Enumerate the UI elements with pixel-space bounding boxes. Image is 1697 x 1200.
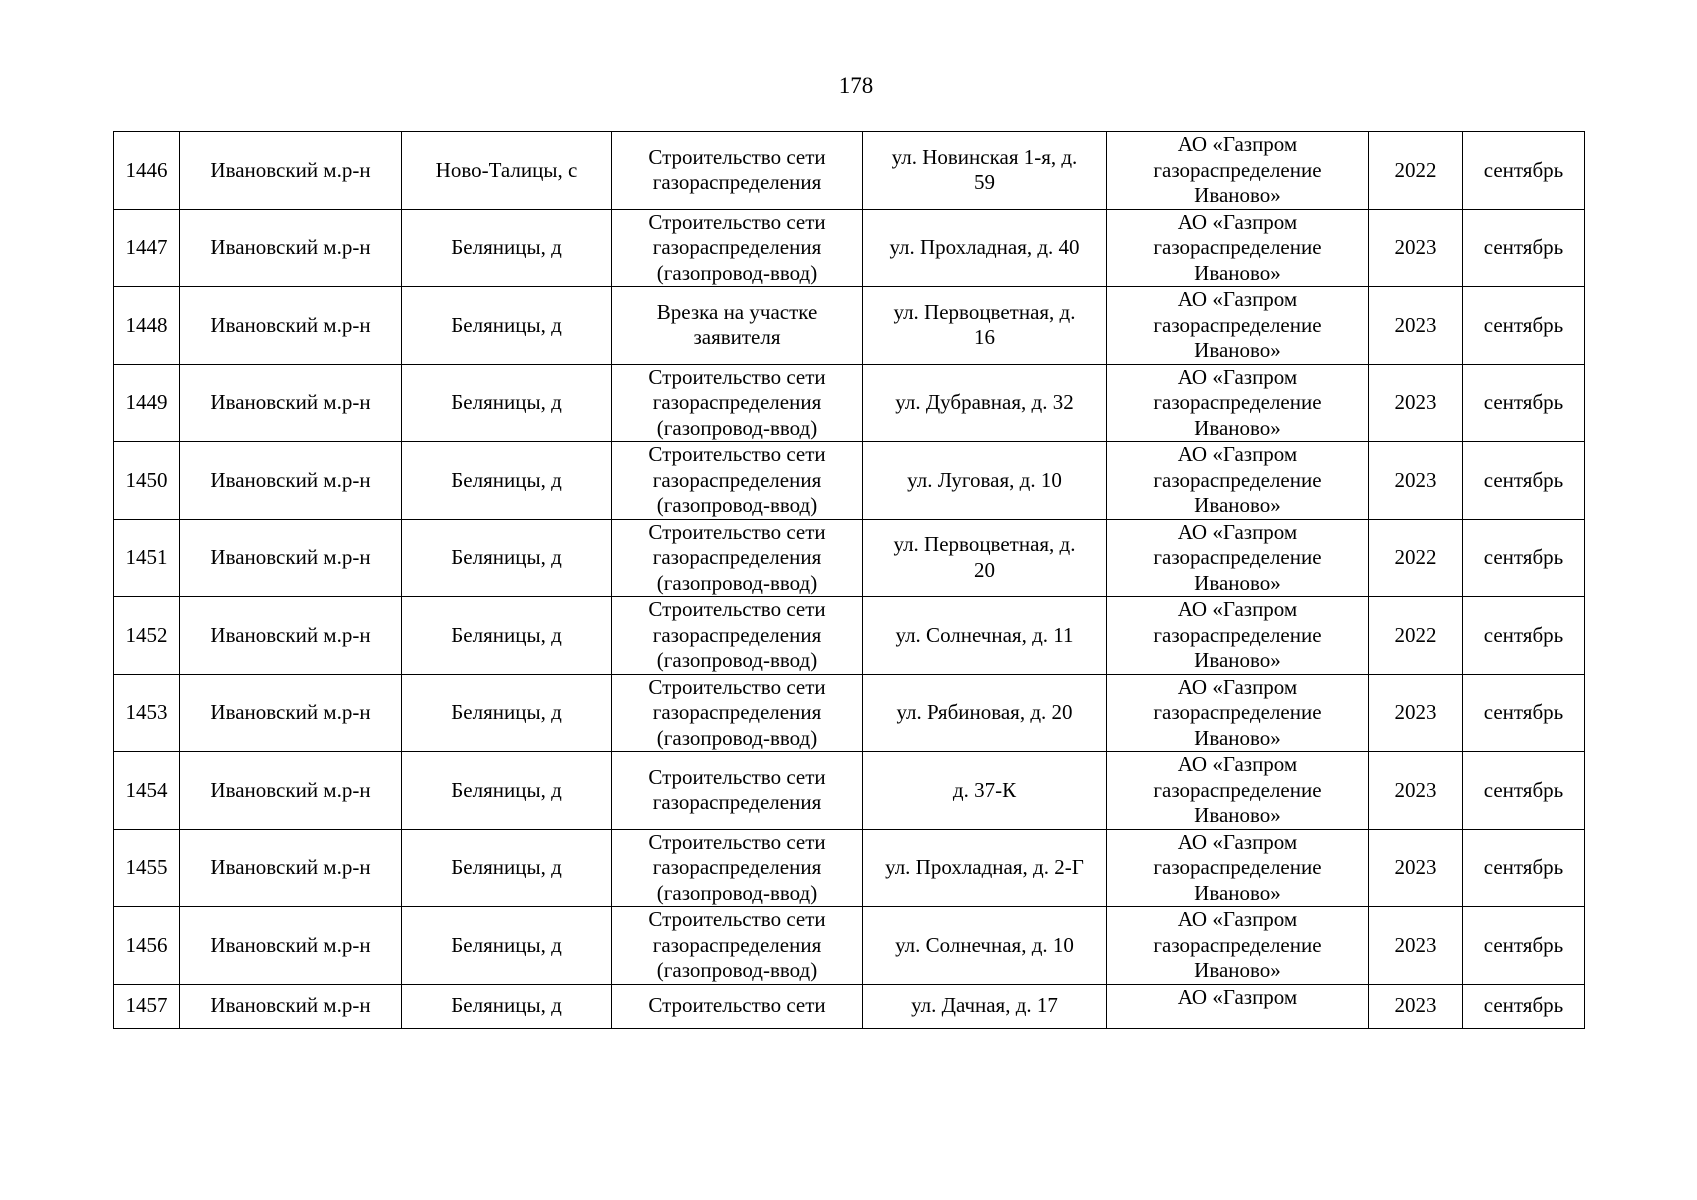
locality-cell: Беляницы, д xyxy=(402,829,612,907)
district-cell: Ивановский м.р-н xyxy=(180,907,402,985)
row-number-cell: 1449 xyxy=(114,364,180,442)
organization-line: Иваново» xyxy=(1194,493,1281,517)
work-type-line: (газопровод-ввод) xyxy=(656,493,818,517)
address-line: ул. Солнечная, д. 10 xyxy=(895,932,1074,957)
organization-line: АО «Газпром xyxy=(1177,132,1298,156)
organization-cell xyxy=(1107,597,1369,675)
work-type-line: газораспределения xyxy=(652,855,822,879)
organization-cell xyxy=(1107,519,1369,597)
work-type-line: Строительство сети xyxy=(648,907,826,931)
row-number-cell: 1452 xyxy=(114,597,180,675)
year-cell: 2023 xyxy=(1369,442,1463,520)
organization-line: Иваново» xyxy=(1194,260,1281,285)
organization-line: газораспределение xyxy=(1153,235,1322,259)
row-number-cell: 1457 xyxy=(114,984,180,1028)
organization-cell xyxy=(1107,674,1369,752)
year-cell: 2023 xyxy=(1369,364,1463,442)
district-cell: Ивановский м.р-н xyxy=(180,674,402,752)
organization-line: АО «Газпром xyxy=(1177,984,1298,1009)
organization-line: АО «Газпром xyxy=(1177,752,1298,776)
organization-line: газораспределение xyxy=(1153,157,1322,182)
work-type-line: (газопровод-ввод) xyxy=(656,260,818,285)
address-cell xyxy=(863,752,1107,830)
work-type-line: газораспределения xyxy=(652,390,822,414)
organization-line: газораспределение xyxy=(1153,390,1322,414)
organization-line: Иваново» xyxy=(1194,415,1281,440)
work-type-line: газораспределения xyxy=(652,622,822,647)
address-line: ул. Новинская 1-я, д. xyxy=(891,144,1078,169)
organization-line: АО «Газпром xyxy=(1177,209,1298,234)
locality-cell: Беляницы, д xyxy=(402,674,612,752)
year-cell: 2022 xyxy=(1369,132,1463,210)
address-line: ул. Первоцветная, д. xyxy=(893,299,1076,324)
district-cell: Ивановский м.р-н xyxy=(180,519,402,597)
district-cell: Ивановский м.р-н xyxy=(180,829,402,907)
address-cell xyxy=(863,287,1107,365)
month-cell: сентябрь xyxy=(1463,752,1585,830)
organization-line: Иваново» xyxy=(1194,338,1281,362)
year-cell: 2023 xyxy=(1369,907,1463,985)
row-number-cell: 1448 xyxy=(114,287,180,365)
organization-line: АО «Газпром xyxy=(1177,597,1298,621)
district-cell: Ивановский м.р-н xyxy=(180,597,402,675)
work-type-line: Строительство сети xyxy=(648,442,826,466)
table-row xyxy=(114,829,1585,907)
work-type-line: газораспределения xyxy=(652,235,822,259)
month-cell: сентябрь xyxy=(1463,907,1585,985)
work-type-line: (газопровод-ввод) xyxy=(656,648,818,672)
work-type-line: газораспределения xyxy=(652,790,822,815)
organization-cell xyxy=(1107,907,1369,985)
locality-cell: Беляницы, д xyxy=(402,364,612,442)
organization-cell xyxy=(1107,984,1369,1028)
address-cell xyxy=(863,984,1107,1028)
address-cell xyxy=(863,364,1107,442)
month-cell: сентябрь xyxy=(1463,209,1585,287)
work-type-line: газораспределения xyxy=(652,467,822,492)
work-type-cell xyxy=(612,287,863,365)
address-line: 16 xyxy=(974,325,995,350)
district-cell: Ивановский м.р-н xyxy=(180,364,402,442)
work-type-line: (газопровод-ввод) xyxy=(656,415,818,440)
organization-line: АО «Газпром xyxy=(1177,907,1298,931)
year-cell: 2022 xyxy=(1369,519,1463,597)
table-row xyxy=(114,752,1585,830)
year-cell: 2023 xyxy=(1369,829,1463,907)
table-row xyxy=(114,364,1585,442)
organization-line: Иваново» xyxy=(1194,803,1281,827)
table-row xyxy=(114,287,1585,365)
locality-cell: Беляницы, д xyxy=(402,907,612,985)
work-type-line: заявителя xyxy=(693,325,781,350)
address-line: ул. Солнечная, д. 11 xyxy=(895,622,1074,647)
work-type-cell xyxy=(612,907,863,985)
organization-line: газораспределение xyxy=(1153,312,1322,337)
table-row xyxy=(114,519,1585,597)
work-type-cell xyxy=(612,984,863,1028)
organization-line: Иваново» xyxy=(1194,880,1281,905)
work-type-line: (газопровод-ввод) xyxy=(656,880,818,905)
work-type-line: Строительство сети xyxy=(648,144,826,169)
locality-cell: Беляницы, д xyxy=(402,519,612,597)
month-cell: сентябрь xyxy=(1463,597,1585,675)
organization-line: Иваново» xyxy=(1194,570,1281,595)
address-cell xyxy=(863,519,1107,597)
organization-line: газораспределение xyxy=(1153,932,1322,957)
address-line: ул. Первоцветная, д. xyxy=(893,532,1076,557)
address-line: 59 xyxy=(974,170,995,195)
work-type-cell xyxy=(612,132,863,210)
table-row xyxy=(114,132,1585,210)
row-number-cell: 1451 xyxy=(114,519,180,597)
year-cell: 2023 xyxy=(1369,209,1463,287)
table-row xyxy=(114,209,1585,287)
year-cell: 2023 xyxy=(1369,984,1463,1028)
organization-line: Иваново» xyxy=(1194,648,1281,672)
organization-line: газораспределение xyxy=(1153,855,1322,879)
organization-line: Иваново» xyxy=(1194,725,1281,750)
work-type-line: газораспределения xyxy=(652,932,822,957)
district-cell: Ивановский м.р-н xyxy=(180,287,402,365)
work-type-line: газораспределения xyxy=(652,170,822,195)
work-type-line: Врезка на участке xyxy=(656,299,818,324)
address-line: ул. Прохладная, д. 2-Г xyxy=(885,855,1084,879)
locality-cell: Беляницы, д xyxy=(402,442,612,520)
year-cell: 2023 xyxy=(1369,752,1463,830)
work-type-line: Строительство сети xyxy=(648,519,826,544)
organization-cell xyxy=(1107,364,1369,442)
address-cell xyxy=(863,442,1107,520)
organization-line: газораспределение xyxy=(1153,545,1322,569)
work-type-line: Строительство сети xyxy=(648,829,826,854)
year-cell: 2023 xyxy=(1369,287,1463,365)
work-type-line: Строительство сети xyxy=(648,364,826,389)
work-type-line: (газопровод-ввод) xyxy=(656,570,818,595)
locality-cell: Ново-Талицы, с xyxy=(402,132,612,210)
organization-line: АО «Газпром xyxy=(1177,364,1298,389)
table-row xyxy=(114,597,1585,675)
month-cell: сентябрь xyxy=(1463,674,1585,752)
organization-line: газораспределение xyxy=(1153,700,1322,724)
work-type-line: Строительство сети xyxy=(648,209,826,234)
organization-cell xyxy=(1107,132,1369,210)
organization-cell xyxy=(1107,209,1369,287)
page-number: 178 xyxy=(838,73,874,98)
address-cell xyxy=(863,829,1107,907)
row-number-cell: 1453 xyxy=(114,674,180,752)
address-line: ул. Луговая, д. 10 xyxy=(907,467,1062,492)
locality-cell: Беляницы, д xyxy=(402,209,612,287)
work-type-cell xyxy=(612,674,863,752)
address-line: ул. Рябиновая, д. 20 xyxy=(896,700,1073,724)
organization-cell xyxy=(1107,829,1369,907)
address-cell xyxy=(863,132,1107,210)
work-type-cell xyxy=(612,829,863,907)
organization-line: газораспределение xyxy=(1153,467,1322,492)
work-type-cell xyxy=(612,364,863,442)
address-line: 20 xyxy=(974,557,995,582)
district-cell: Ивановский м.р-н xyxy=(180,209,402,287)
district-cell: Ивановский м.р-н xyxy=(180,984,402,1028)
row-number-cell: 1450 xyxy=(114,442,180,520)
row-number-cell: 1447 xyxy=(114,209,180,287)
organization-line: АО «Газпром xyxy=(1177,287,1298,311)
work-type-cell xyxy=(612,519,863,597)
organization-line: АО «Газпром xyxy=(1177,442,1298,466)
organization-line: АО «Газпром xyxy=(1177,674,1298,699)
work-type-cell xyxy=(612,752,863,830)
organization-line: АО «Газпром xyxy=(1177,829,1298,854)
organization-line: газораспределение xyxy=(1153,622,1322,647)
work-type-line: Строительство сети xyxy=(648,674,826,699)
table-row xyxy=(114,984,1585,1028)
organization-line: Иваново» xyxy=(1194,183,1281,207)
organization-cell xyxy=(1107,442,1369,520)
month-cell: сентябрь xyxy=(1463,132,1585,210)
address-line: ул. Дубравная, д. 32 xyxy=(895,390,1074,414)
address-cell xyxy=(863,674,1107,752)
year-cell: 2023 xyxy=(1369,674,1463,752)
year-cell: 2022 xyxy=(1369,597,1463,675)
work-type-line: (газопровод-ввод) xyxy=(656,725,818,750)
row-number-cell: 1454 xyxy=(114,752,180,830)
organization-line: АО «Газпром xyxy=(1177,519,1298,544)
row-number-cell: 1456 xyxy=(114,907,180,985)
work-type-cell xyxy=(612,442,863,520)
locality-cell: Беляницы, д xyxy=(402,287,612,365)
address-cell xyxy=(863,209,1107,287)
table-body xyxy=(114,132,1585,1029)
month-cell: сентябрь xyxy=(1463,287,1585,365)
address-line: ул. Дачная, д. 17 xyxy=(911,993,1058,1018)
locality-cell: Беляницы, д xyxy=(402,752,612,830)
work-type-line: (газопровод-ввод) xyxy=(656,958,818,982)
month-cell: сентябрь xyxy=(1463,442,1585,520)
work-type-cell xyxy=(612,597,863,675)
locality-cell: Беляницы, д xyxy=(402,597,612,675)
month-cell: сентябрь xyxy=(1463,519,1585,597)
district-cell: Ивановский м.р-н xyxy=(180,442,402,520)
work-type-line: газораспределения xyxy=(652,700,822,724)
address-cell xyxy=(863,907,1107,985)
organization-cell xyxy=(1107,752,1369,830)
work-type-line: Строительство сети xyxy=(648,597,826,621)
work-type-line: Строительство сети xyxy=(648,993,826,1018)
month-cell: сентябрь xyxy=(1463,984,1585,1028)
work-type-line: газораспределения xyxy=(652,545,822,569)
address-cell xyxy=(863,597,1107,675)
district-cell: Ивановский м.р-н xyxy=(180,752,402,830)
address-line: д. 37-К xyxy=(952,777,1017,802)
month-cell: сентябрь xyxy=(1463,364,1585,442)
address-line: ул. Прохладная, д. 40 xyxy=(889,235,1080,259)
work-type-line: Строительство сети xyxy=(648,764,826,789)
table-row xyxy=(114,907,1585,985)
gasification-registry-table xyxy=(113,131,1585,1029)
district-cell: Ивановский м.р-н xyxy=(180,132,402,210)
locality-cell: Беляницы, д xyxy=(402,984,612,1028)
row-number-cell: 1446 xyxy=(114,132,180,210)
organization-cell xyxy=(1107,287,1369,365)
work-type-cell xyxy=(612,209,863,287)
month-cell: сентябрь xyxy=(1463,829,1585,907)
table-row xyxy=(114,442,1585,520)
organization-line: газораспределение xyxy=(1153,777,1322,802)
organization-line: Иваново» xyxy=(1194,958,1281,982)
row-number-cell: 1455 xyxy=(114,829,180,907)
table-row xyxy=(114,674,1585,752)
